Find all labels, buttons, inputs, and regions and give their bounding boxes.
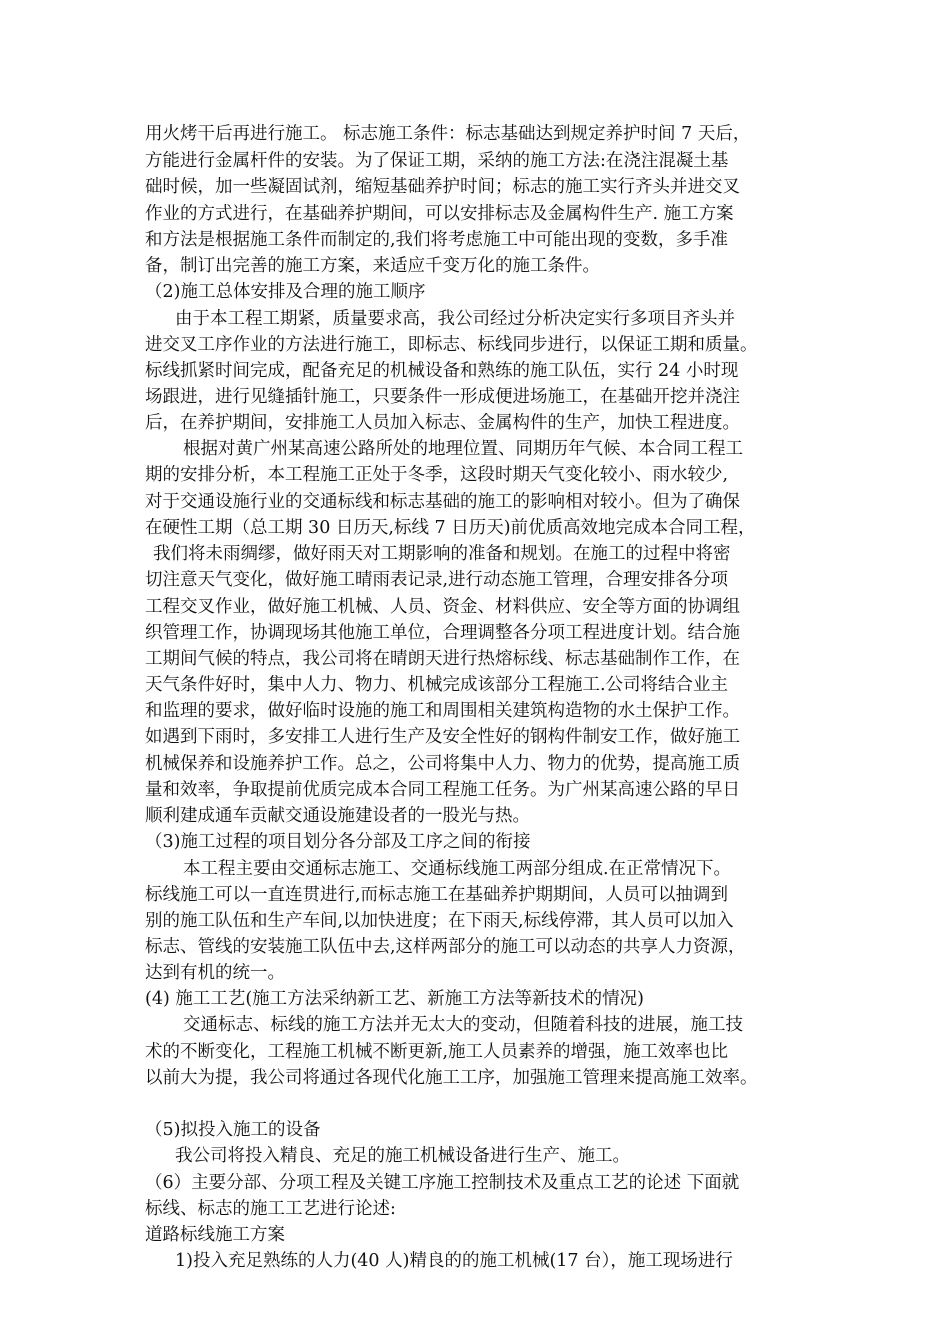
text-line: 用火烤干后再进行施工。 标志施工条件：标志基础达到规定养护时间 7 天后， <box>145 124 751 144</box>
text-line: 础时候，加一些凝固试剂，缩短基础养护时间；标志的施工实行齐头并进交叉 <box>145 177 740 197</box>
section-heading: （5)拟投入施工的设备 <box>145 1120 321 1140</box>
text-line: 本工程主要由交通标志施工、交通标线施工两部分组成.在正常情况下。 <box>183 859 732 879</box>
text-line: 对于交通设施行业的交通标线和标志基础的施工的影响相对较小。但为了确保 <box>145 492 740 512</box>
subsection-heading: 道路标线施工方案 <box>145 1225 285 1245</box>
text-line: 交通标志、标线的施工方法并无太大的变动，但随着科技的进展，施工技 <box>183 1015 743 1035</box>
text-line: 标线抓紧时间完成，配备充足的机械设备和熟练的施工队伍，实行 24 小时现 <box>145 361 739 381</box>
text-line: 1)投入充足熟练的人力(40 人)精良的的施工机械(17 台），施工现场进行 <box>175 1251 733 1271</box>
text-line: 后，在养护期间，安排施工人员加入标志、金属构件的生产，加快工程进度。 <box>145 413 740 433</box>
text-line: 在硬性工期（总工期 30 日历天,标线 7 日历天)前优质高效地完成本合同工程， <box>145 518 756 538</box>
text-line: 术的不断变化，工程施工机械不断更新,施工人员素养的增强，施工效率也比 <box>145 1042 729 1062</box>
text-line: 和方法是根据施工条件而制定的,我们将考虑施工中可能出现的变数，多手准 <box>145 230 729 250</box>
text-line: 备，制订出完善的施工方案，来适应千变万化的施工条件。 <box>145 256 600 276</box>
text-line: 我们将未雨绸缪，做好雨天对工期影响的准备和规划。在施工的过程中将密 <box>153 544 731 564</box>
text-line: 标志、管线的安装施工队伍中去,这样两部分的施工可以动态的共享人力资源， <box>145 937 746 957</box>
text-line: 进交叉工序作业的方法进行施工，即标志、标线同步进行，以保证工期和质量。 <box>145 335 758 355</box>
text-line: 工程交叉作业，做好施工机械、人员、资金、材料供应、安全等方面的协调组 <box>145 597 740 617</box>
text-line: 以前大为提，我公司将通过各现代化施工工序，加强施工管理来提高施工效率。 <box>145 1068 758 1088</box>
text-line: 我公司将投入精良、充足的施工机械设备进行生产、施工。 <box>175 1146 630 1166</box>
text-line: 和监理的要求，做好临时设施的施工和周围相关建筑构造物的水土保护工作。 <box>145 701 740 721</box>
text-line: 量和效率，争取提前优质完成本合同工程施工任务。为广州某高速公路的早日 <box>145 780 740 800</box>
section-heading: （3)施工过程的项目划分各分部及工序之间的衔接 <box>145 832 531 852</box>
text-line: 期的安排分析，本工程施工正处于冬季，这段时期天气变化较小、雨水较少, <box>145 465 729 485</box>
text-line: 由于本工程工期紧，质量要求高，我公司经过分析决定实行多项目齐头并 <box>175 309 735 329</box>
text-line: 标线施工可以一直连贯进行,而标志施工在基础养护期期间，人员可以抽调到 <box>145 885 729 905</box>
text-line: 达到有机的统一。 <box>145 963 285 983</box>
text-line: 顺利建成通车贡献交通设施建设者的一股光与热。 <box>145 806 530 826</box>
text-line: 场跟进，进行见缝插针施工，只要条件一形成便进场施工，在基础开挖并浇注 <box>145 387 740 407</box>
text-line: 根据对黄广州某高速公路所处的地理位置、同期历年气候、本合同工程工 <box>183 439 743 459</box>
text-line: 作业的方式进行，在基础养护期间，可以安排标志及金属构件生产. 施工方案 <box>145 204 734 224</box>
section-heading: （6）主要分部、分项工程及关键工序施工控制技术及重点工艺的论述 下面就 <box>145 1173 740 1193</box>
text-line: 方能进行金属杆件的安装。为了保证工期，采纳的施工方法:在浇注混凝土基 <box>145 151 729 171</box>
section-heading: (4) 施工工艺(施工方法采纳新工艺、新施工方法等新技术的情况) <box>145 989 645 1009</box>
text-line: 切注意天气变化，做好施工晴雨表记录,进行动态施工管理，合理安排各分项 <box>145 570 729 590</box>
text-line: 天气条件好时，集中人力、物力、机械完成该部分工程施工.公司将结合业主 <box>145 675 729 695</box>
text-line: 织管理工作，协调现场其他施工单位，合理调整各分项工程进度计划。结合施 <box>145 623 740 643</box>
text-line: 机械保养和设施养护工作。总之，公司将集中人力、物力的优势，提高施工质 <box>145 754 740 774</box>
text-line: 如遇到下雨时，多安排工人进行生产及安全性好的钢构件制安工作，做好施工 <box>145 727 740 747</box>
text-line: 工期间气候的特点，我公司将在晴朗天进行热熔标线、标志基础制作工作，在 <box>145 649 740 669</box>
text-line: 标线、标志的施工工艺进行论述: <box>145 1199 396 1219</box>
section-heading: （2)施工总体安排及合理的施工顺序 <box>145 282 426 302</box>
text-line: 别的施工队伍和生产车间,以加快进度；在下雨天,标线停滞，其人员可以加入 <box>145 911 734 931</box>
